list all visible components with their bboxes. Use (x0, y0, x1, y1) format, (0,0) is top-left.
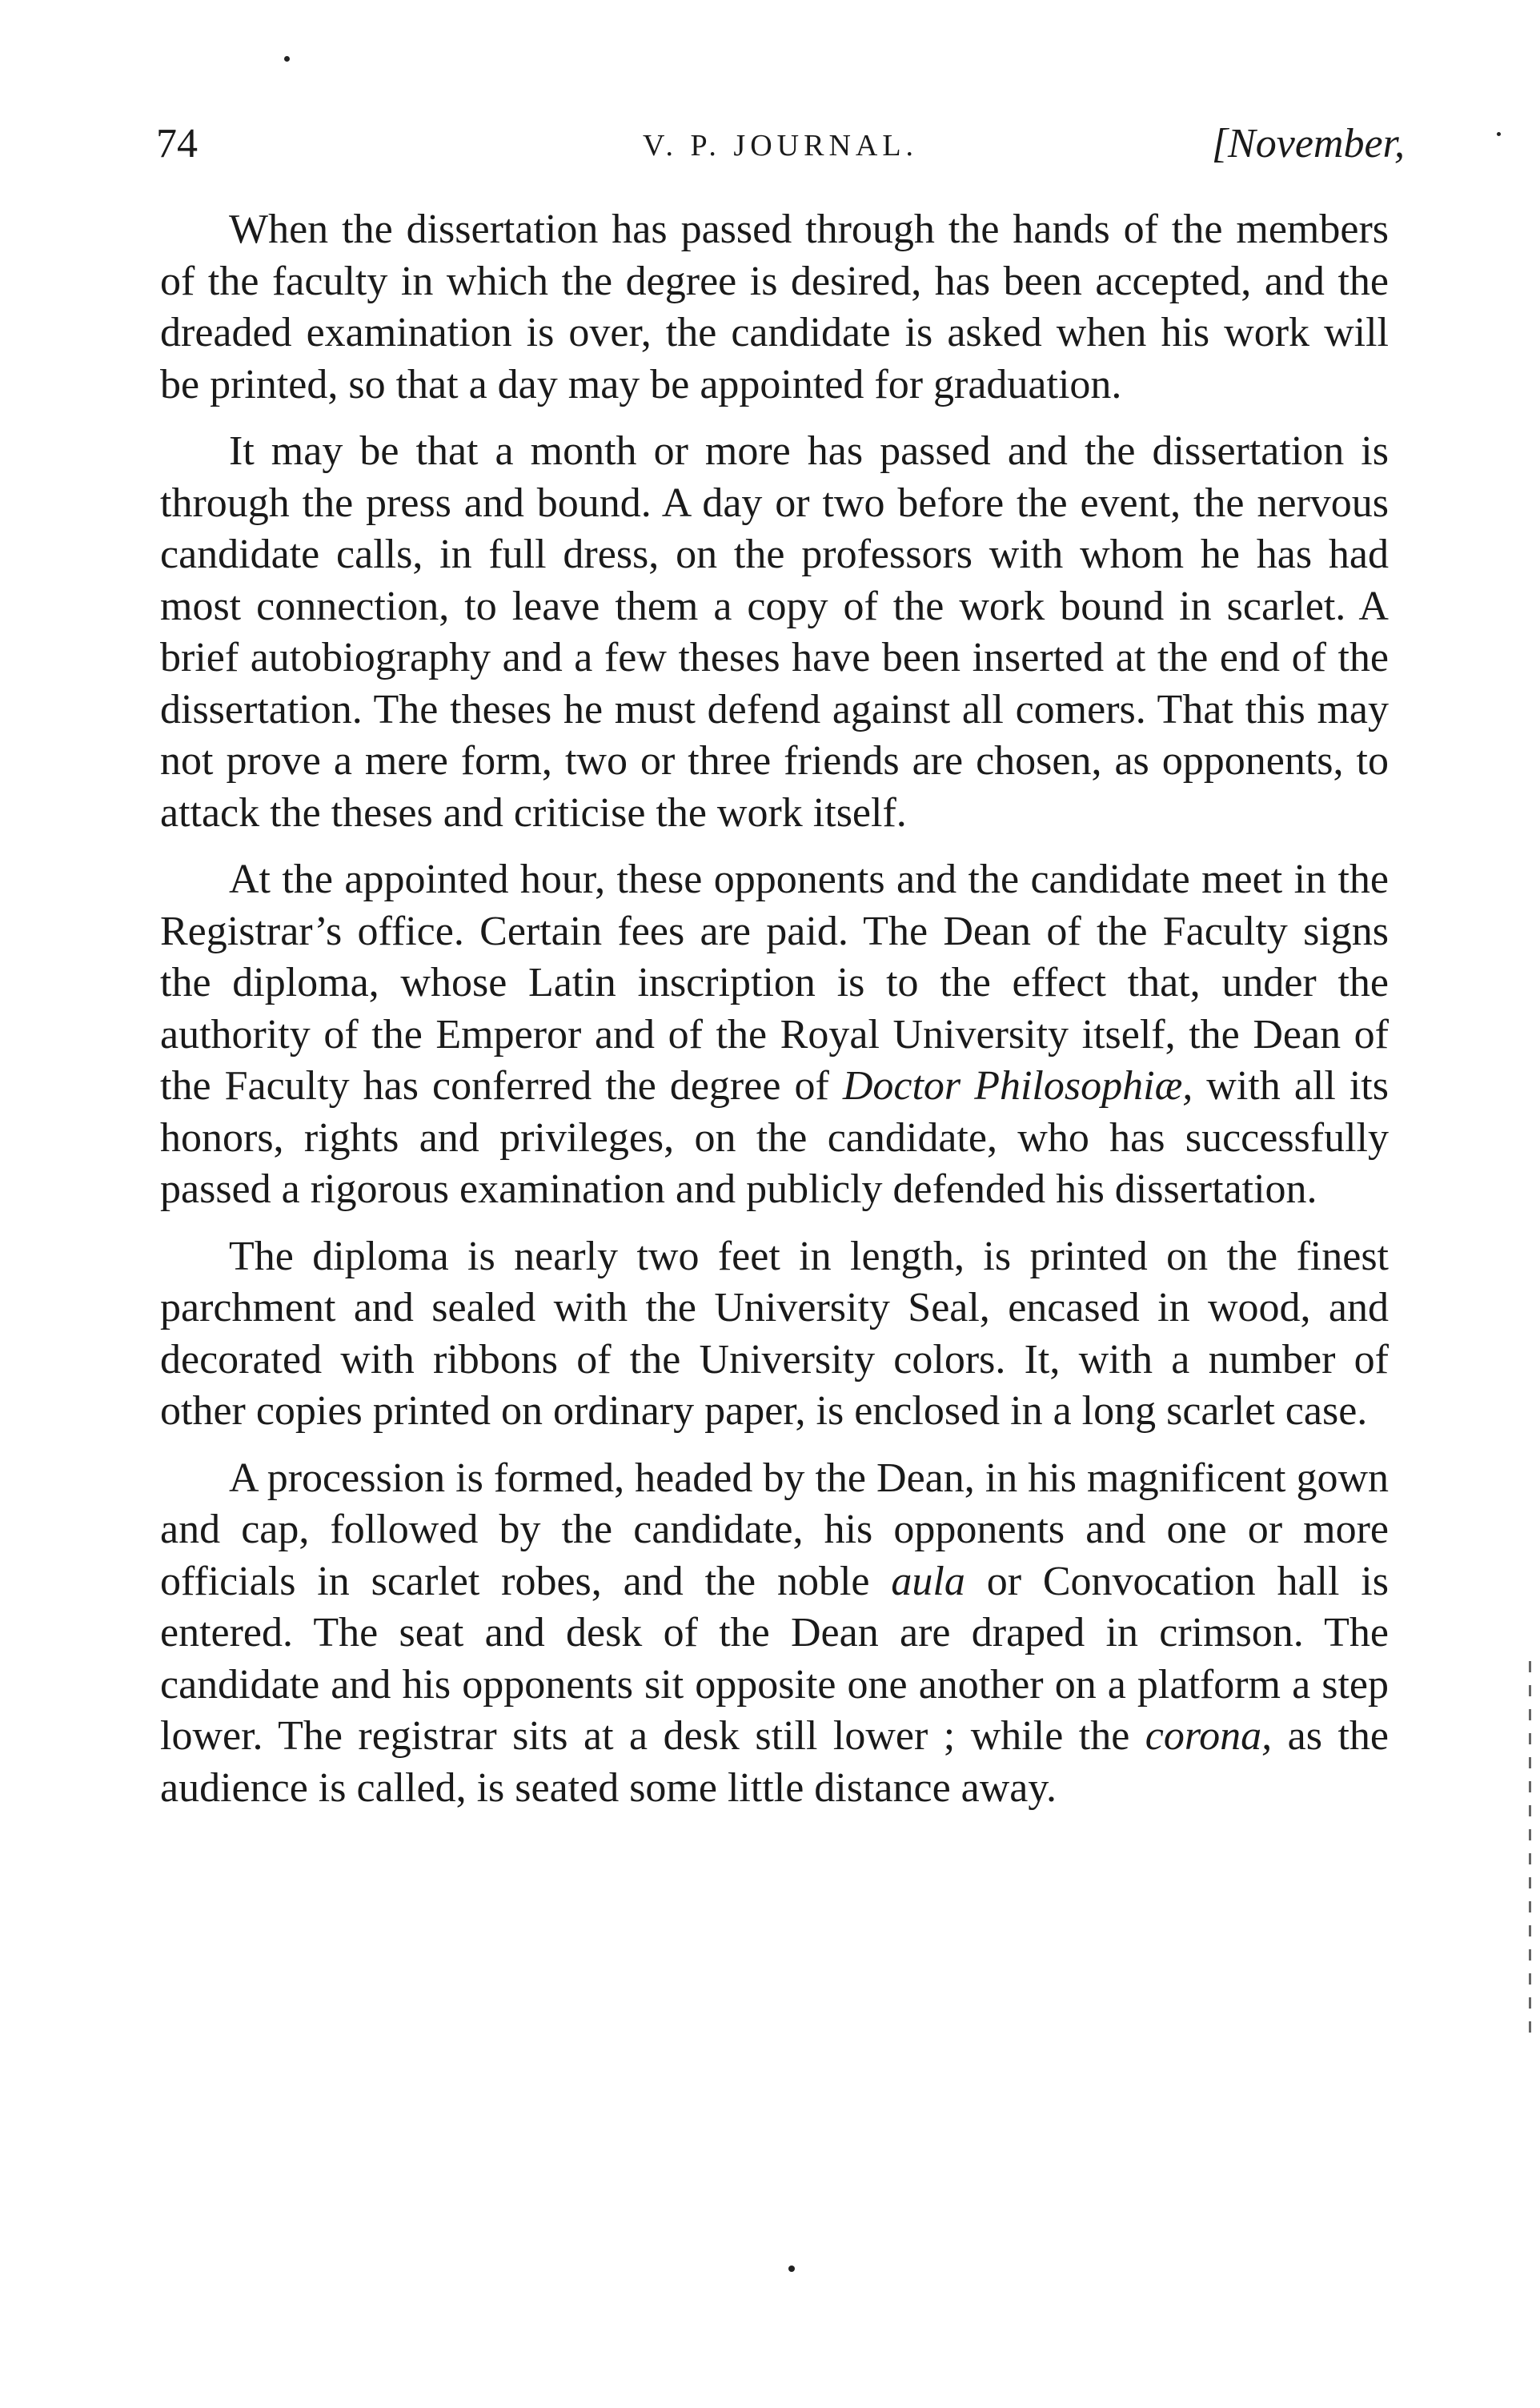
paragraph-text: A procession is formed, headed by the Dean, in his magnificent gown and cap, followed by the candidate, his opponents and one or more officials in scarlet robes, and the noble (160, 1455, 1389, 1604)
print-speck (284, 56, 290, 62)
italic-word: aula (891, 1558, 965, 1604)
paragraph (160, 854, 1389, 1216)
article-body (160, 204, 1389, 1829)
paragraph (160, 204, 1389, 411)
margin-scan-mark (1529, 1661, 1531, 2045)
paragraph-text: At the appointed hour, these opponents and the candidate meet in the Registrar’s office. Certain fees are paid. The Dean of the Faculty signs the diploma, whose Latin inscription is to the effect that, under the authority of the Emperor and of the Royal University itself, the Dean of the Faculty has conferred the degree of (160, 857, 1389, 1109)
print-speck (1497, 132, 1501, 136)
paragraph-text: with all its honors, rights and privileges, on the candidate, who has successfully passed a rigorous examination and publicly defended his dissertation. (160, 1063, 1389, 1212)
running-header (156, 120, 1405, 184)
page-number: 74 (156, 121, 198, 167)
running-month: [November, (1211, 121, 1405, 167)
paragraph (160, 426, 1389, 839)
paragraph-text: or Convocation hall is entered. The seat and desk of the Dean are draped in crimson. The candidate and his opponents sit opposite one another on a platform a step lower. The registrar sits at a desk still lower ; while the (160, 1558, 1389, 1759)
italic-word: corona, (1145, 1713, 1273, 1759)
paragraph-text: as the audience is called, is seated some little distance away. (160, 1713, 1389, 1811)
print-speck (788, 2266, 795, 2272)
paragraph-text: The diploma is nearly two feet in length, is printed on the finest parchment and sealed with the University Seal, encased in wood, and decorated with ribbons of the University colors. It, with a number of other copies printed on ordinary paper, is enclosed in a long scarlet case. (160, 1233, 1389, 1434)
running-title: V. P. JOURNAL. (642, 129, 919, 163)
paragraph-text: It may be that a month or more has passed and the dissertation is through the press and bound. A day or two before the event, the nervous candidate calls, in full dress, on the professors with whom he has had most connection, to leave them a copy of the work bound in scarlet. A brief autobiography and a few theses have been inserted at the end of the dissertation. The theses he must defend against all comers. That this may not prove a mere form, two or three friends are chosen, as opponents, to attack the theses and criticise the work itself. (160, 428, 1389, 836)
paragraph-text: When the dissertation has passed through the hands of the members of the faculty in which the degree is desired, has been accepted, and the dreaded examination is over, the candidate is asked when his work will be printed, so that a day may be appointed for graduation. (160, 207, 1389, 407)
italic-degree-name: Doctor Philosophiæ, (842, 1063, 1193, 1109)
paragraph (160, 1231, 1389, 1438)
paragraph (160, 1453, 1389, 1815)
